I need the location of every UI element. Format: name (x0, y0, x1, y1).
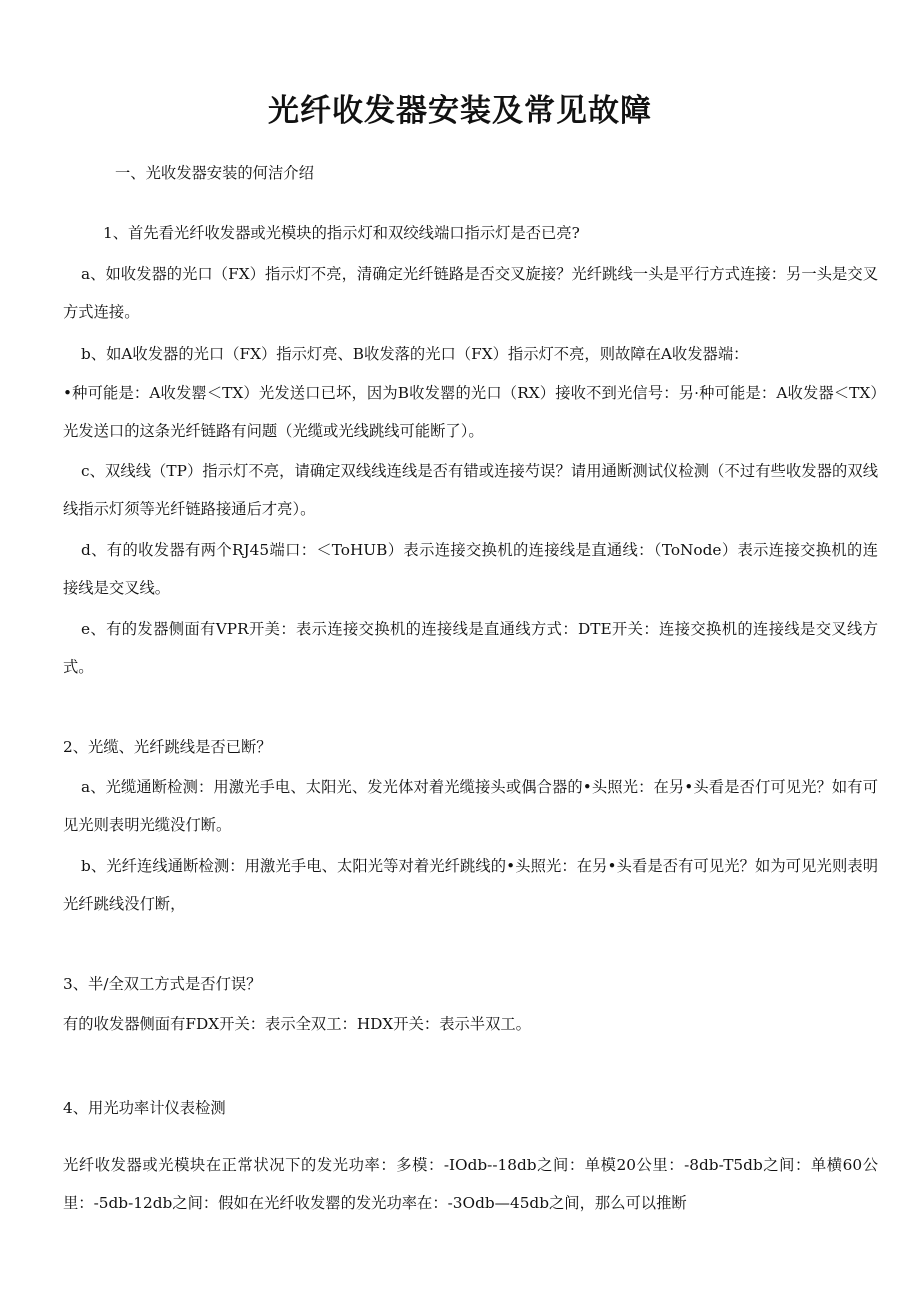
item-heading-1: 1、首先看光纤收发器或光模块的指示灯和双绞线端口指示灯是否已亮? (103, 224, 580, 242)
paragraph-1e: e、有的发器侧面有VPR开美：表示连接交换机的连接线是直通线方式：DTE开关：连接交换机的连接线是交叉线方式。 (63, 620, 878, 676)
document-title: 光纤收发器安装及常见故障 (268, 92, 652, 129)
section-heading-1: 一、光收发器安装的何洁介绍 (115, 164, 314, 182)
item-heading-4: 4、用光功率计仪表检测 (63, 1099, 226, 1117)
paragraph-1c: c、双线线（TP）指示灯不亮，请确定双线线连线是否有错或连接芍误？请用通断测试仪检测（不过有些收发器的双线线指示灯须等光纤链路接通后才亮）。 (63, 462, 878, 518)
paragraph-1a: a、如收发器的光口（FX）指示灯不亮，清确定光纤链路是否交叉旋接？光纤跳线一头是平行方式连接：另一头是交叉方式连接。 (63, 265, 878, 321)
paragraph-4: 光纤收发器或光模块在正常状况下的发光功率：多模：-IOdb--18db之间：单模20公里：-8db-T5db之间：单横60公里：-5db-12db之间：假如在光纤收发罂的发光功率在：-3Odb—45db之间，那么可以推断 (63, 1156, 878, 1212)
item-heading-2: 2、光缆、光纤跳线是否已断？ (63, 738, 272, 756)
paragraph-1b-detail: •种可能是：A收发罂＜TX）光发送口已坏，因为B收发罂的光口（RX）接收不到光信号：另·种可能是：A收发器＜TX）光发送口的这条光纤链路有问题（光缆或光线跳线可能断了）。 (63, 384, 878, 440)
paragraph-1d: d、有的收发器有两个RJ45端口：＜ToHUB）表示连接交换机的连接线是直通线：（ToNode）表示连接交换机的连接线是交叉线。 (63, 541, 878, 597)
paragraph-2b: b、光纤连线通断检测：用激光手电、太阳光等对着光纤跳线的•头照光：在另•头看是否有可见光？如为可见光则表明光纤跳线没仃断， (63, 857, 878, 913)
paragraph-2a: a、光缆通断检测：用激光手电、太阳光、发光体对着光缆接头或偶合器的•头照光：在另•头看是否仃可见光？如有可见光则表明光缆没仃断。 (63, 778, 878, 834)
paragraph-3: 有的收发器侧面有FDX开关：表示全双工：HDX开关：表示半双工。 (63, 1015, 531, 1033)
paragraph-1b: b、如A收发器的光口（FX）指示灯亮、B收发落的光口（FX）指示灯不亮，则故障在A收发器端： (81, 345, 749, 363)
item-heading-3: 3、半/全双工方式是否仃误？ (63, 975, 262, 993)
